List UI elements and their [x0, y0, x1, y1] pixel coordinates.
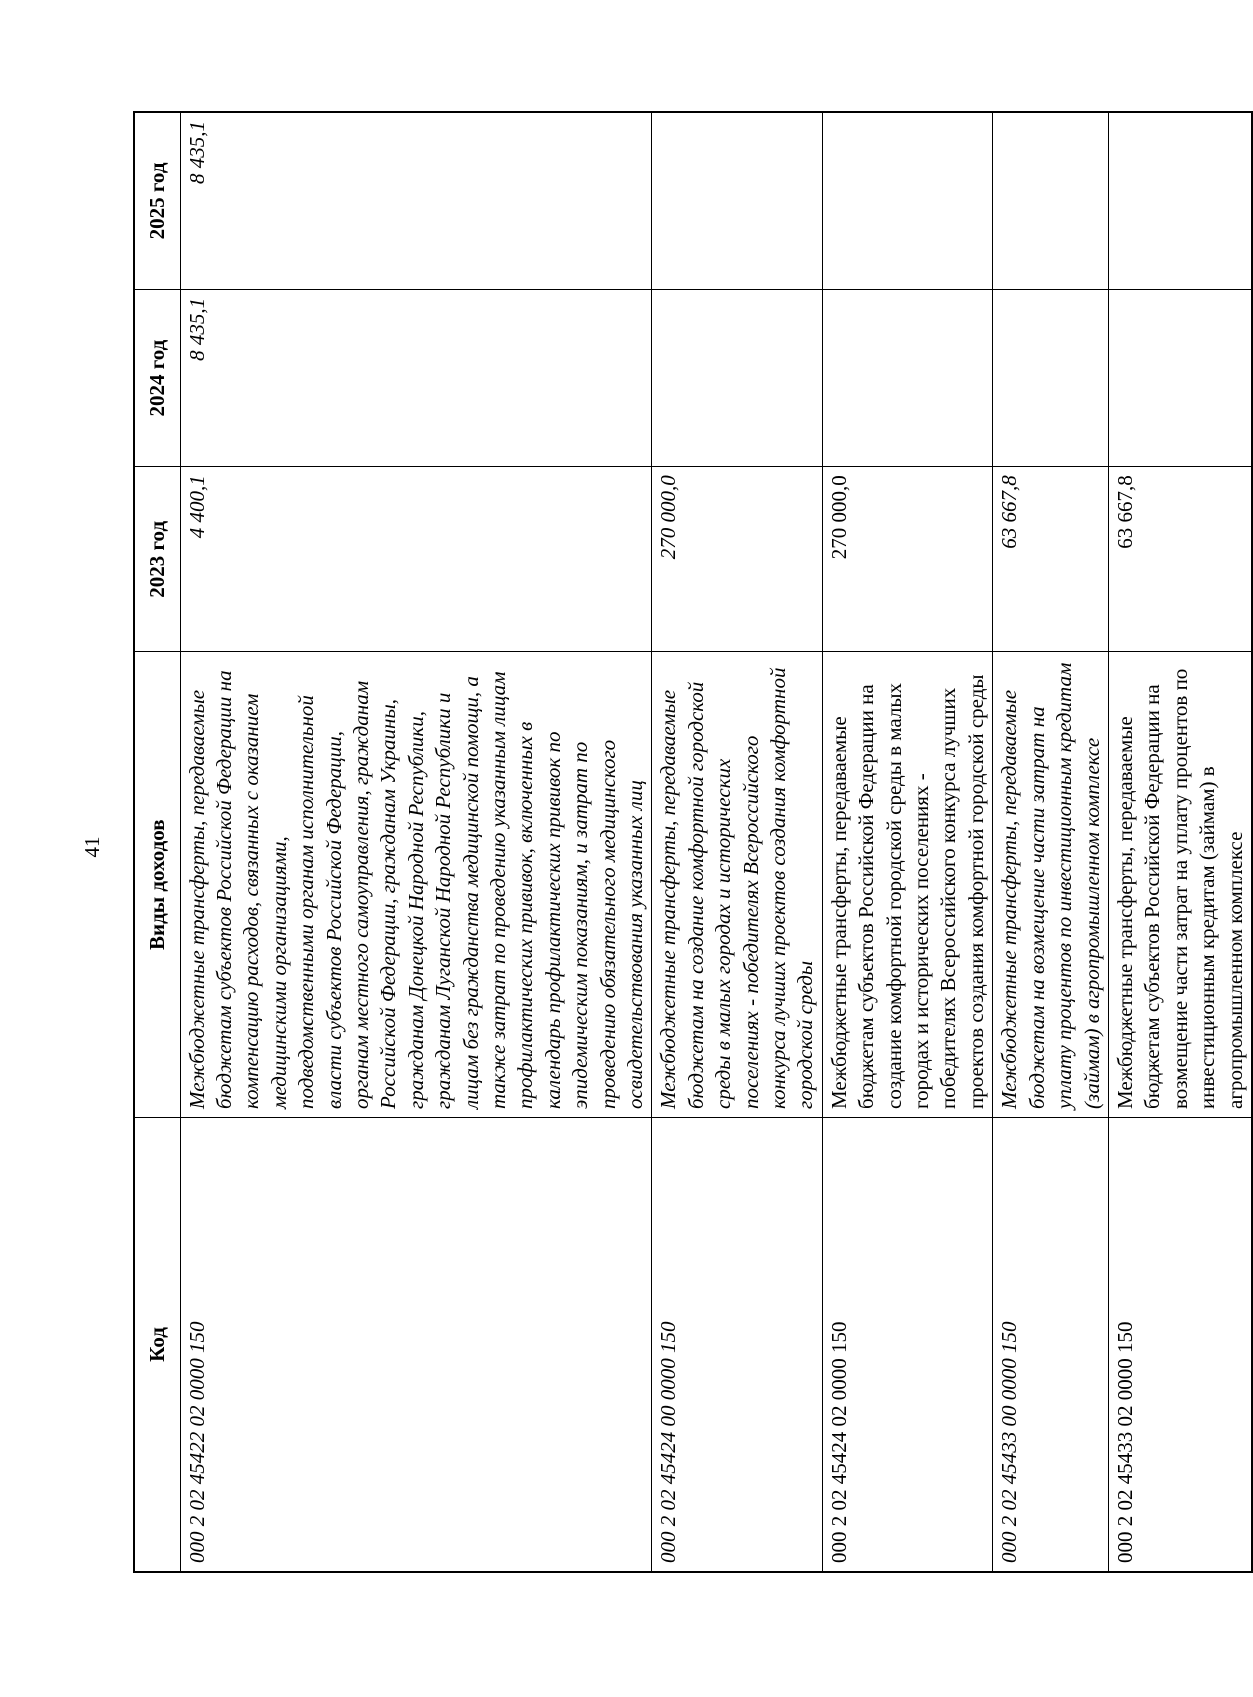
header-2023: 2023 год: [134, 467, 180, 652]
row-description: Межбюджетные трансферты, передаваемые бюджетам субъектов Российской Федерации на возмещение части затрат на уплату процентов по инвестиционным кредитам (займам) в агропромышленном комплексе: [1108, 652, 1252, 1118]
row-value-2023: 270 000,0: [652, 467, 822, 652]
row-description: Межбюджетные трансферты, передаваемые бюджетам на создание комфортной городской среды в малых городах и исторических поселениях - победителях Всероссийского конкурса лучших проектов создания комфортной городской среды: [652, 652, 822, 1118]
row-value-2024: [822, 289, 992, 466]
row-value-2025: 8 435,1: [180, 112, 652, 289]
row-value-2024: 8 435,1: [180, 289, 652, 466]
row-value-2024: [652, 289, 822, 466]
row-description: Межбюджетные трансферты, передаваемые бюджетам субъектов Российской Федерации на создание комфортной городской среды в малых городах и исторических поселениях - победителях Всероссийского конкурса лучших проектов создания комфортной городской среды: [822, 652, 992, 1118]
header-code: Код: [134, 1117, 180, 1572]
row-description: Межбюджетные трансферты, передаваемые бюджетам субъектов Российской Федерации на компенсацию расходов, связанных с оказанием медицинскими организациями, подведомственными органам исполнительной власти субъектов Российской Федерации, органам местного самоуправления, гражданам Российской Федерации, гражданам Украины, гражданам Донецкой Народной Республики, гражданам Луганской Народной Республики и лицам без гражданства медицинской помощи, а также затрат по проведению указанным лицам профилактических прививок, включенных в календарь профилактических прививок по эпидемическим показаниям, и затрат по проведению обязательного медицинского освидетельствования указанных лиц: [180, 652, 652, 1118]
row-value-2023: 63 667,8: [993, 467, 1109, 652]
table-row: [180, 112, 652, 1572]
table-header-row: [134, 112, 180, 1572]
header-2024: 2024 год: [134, 289, 180, 466]
row-value-2023: 63 667,8: [1108, 467, 1252, 652]
row-value-2025: [993, 112, 1109, 289]
table-row: [1108, 112, 1252, 1572]
header-2025: 2025 год: [134, 112, 180, 289]
row-code: 000 2 02 45424 02 0000 150: [822, 1117, 992, 1572]
row-value-2025: [1108, 112, 1252, 289]
rotated-table-container: [133, 111, 1247, 1573]
row-code: 000 2 02 45422 02 0000 150: [180, 1117, 652, 1572]
row-code: 000 2 02 45433 02 0000 150: [1108, 1117, 1252, 1572]
row-code: 000 2 02 45424 00 0000 150: [652, 1117, 822, 1572]
page-number: 41: [80, 836, 104, 858]
revenue-table: [133, 111, 1253, 1573]
row-value-2024: [1108, 289, 1252, 466]
row-value-2025: [652, 112, 822, 289]
row-value-2025: [822, 112, 992, 289]
row-value-2024: [993, 289, 1109, 466]
row-description: Межбюджетные трансферты, передаваемые бюджетам на возмещение части затрат на уплату процентов по инвестиционным кредитам (займам) в агропромышленном комплексе: [993, 652, 1109, 1118]
row-code: 000 2 02 45433 00 0000 150: [993, 1117, 1109, 1572]
table-row: [993, 112, 1109, 1572]
table-row: [822, 112, 992, 1572]
row-value-2023: 4 400,1: [180, 467, 652, 652]
table-row: [652, 112, 822, 1572]
row-value-2023: 270 000,0: [822, 467, 992, 652]
header-kind: Виды доходов: [134, 652, 180, 1118]
